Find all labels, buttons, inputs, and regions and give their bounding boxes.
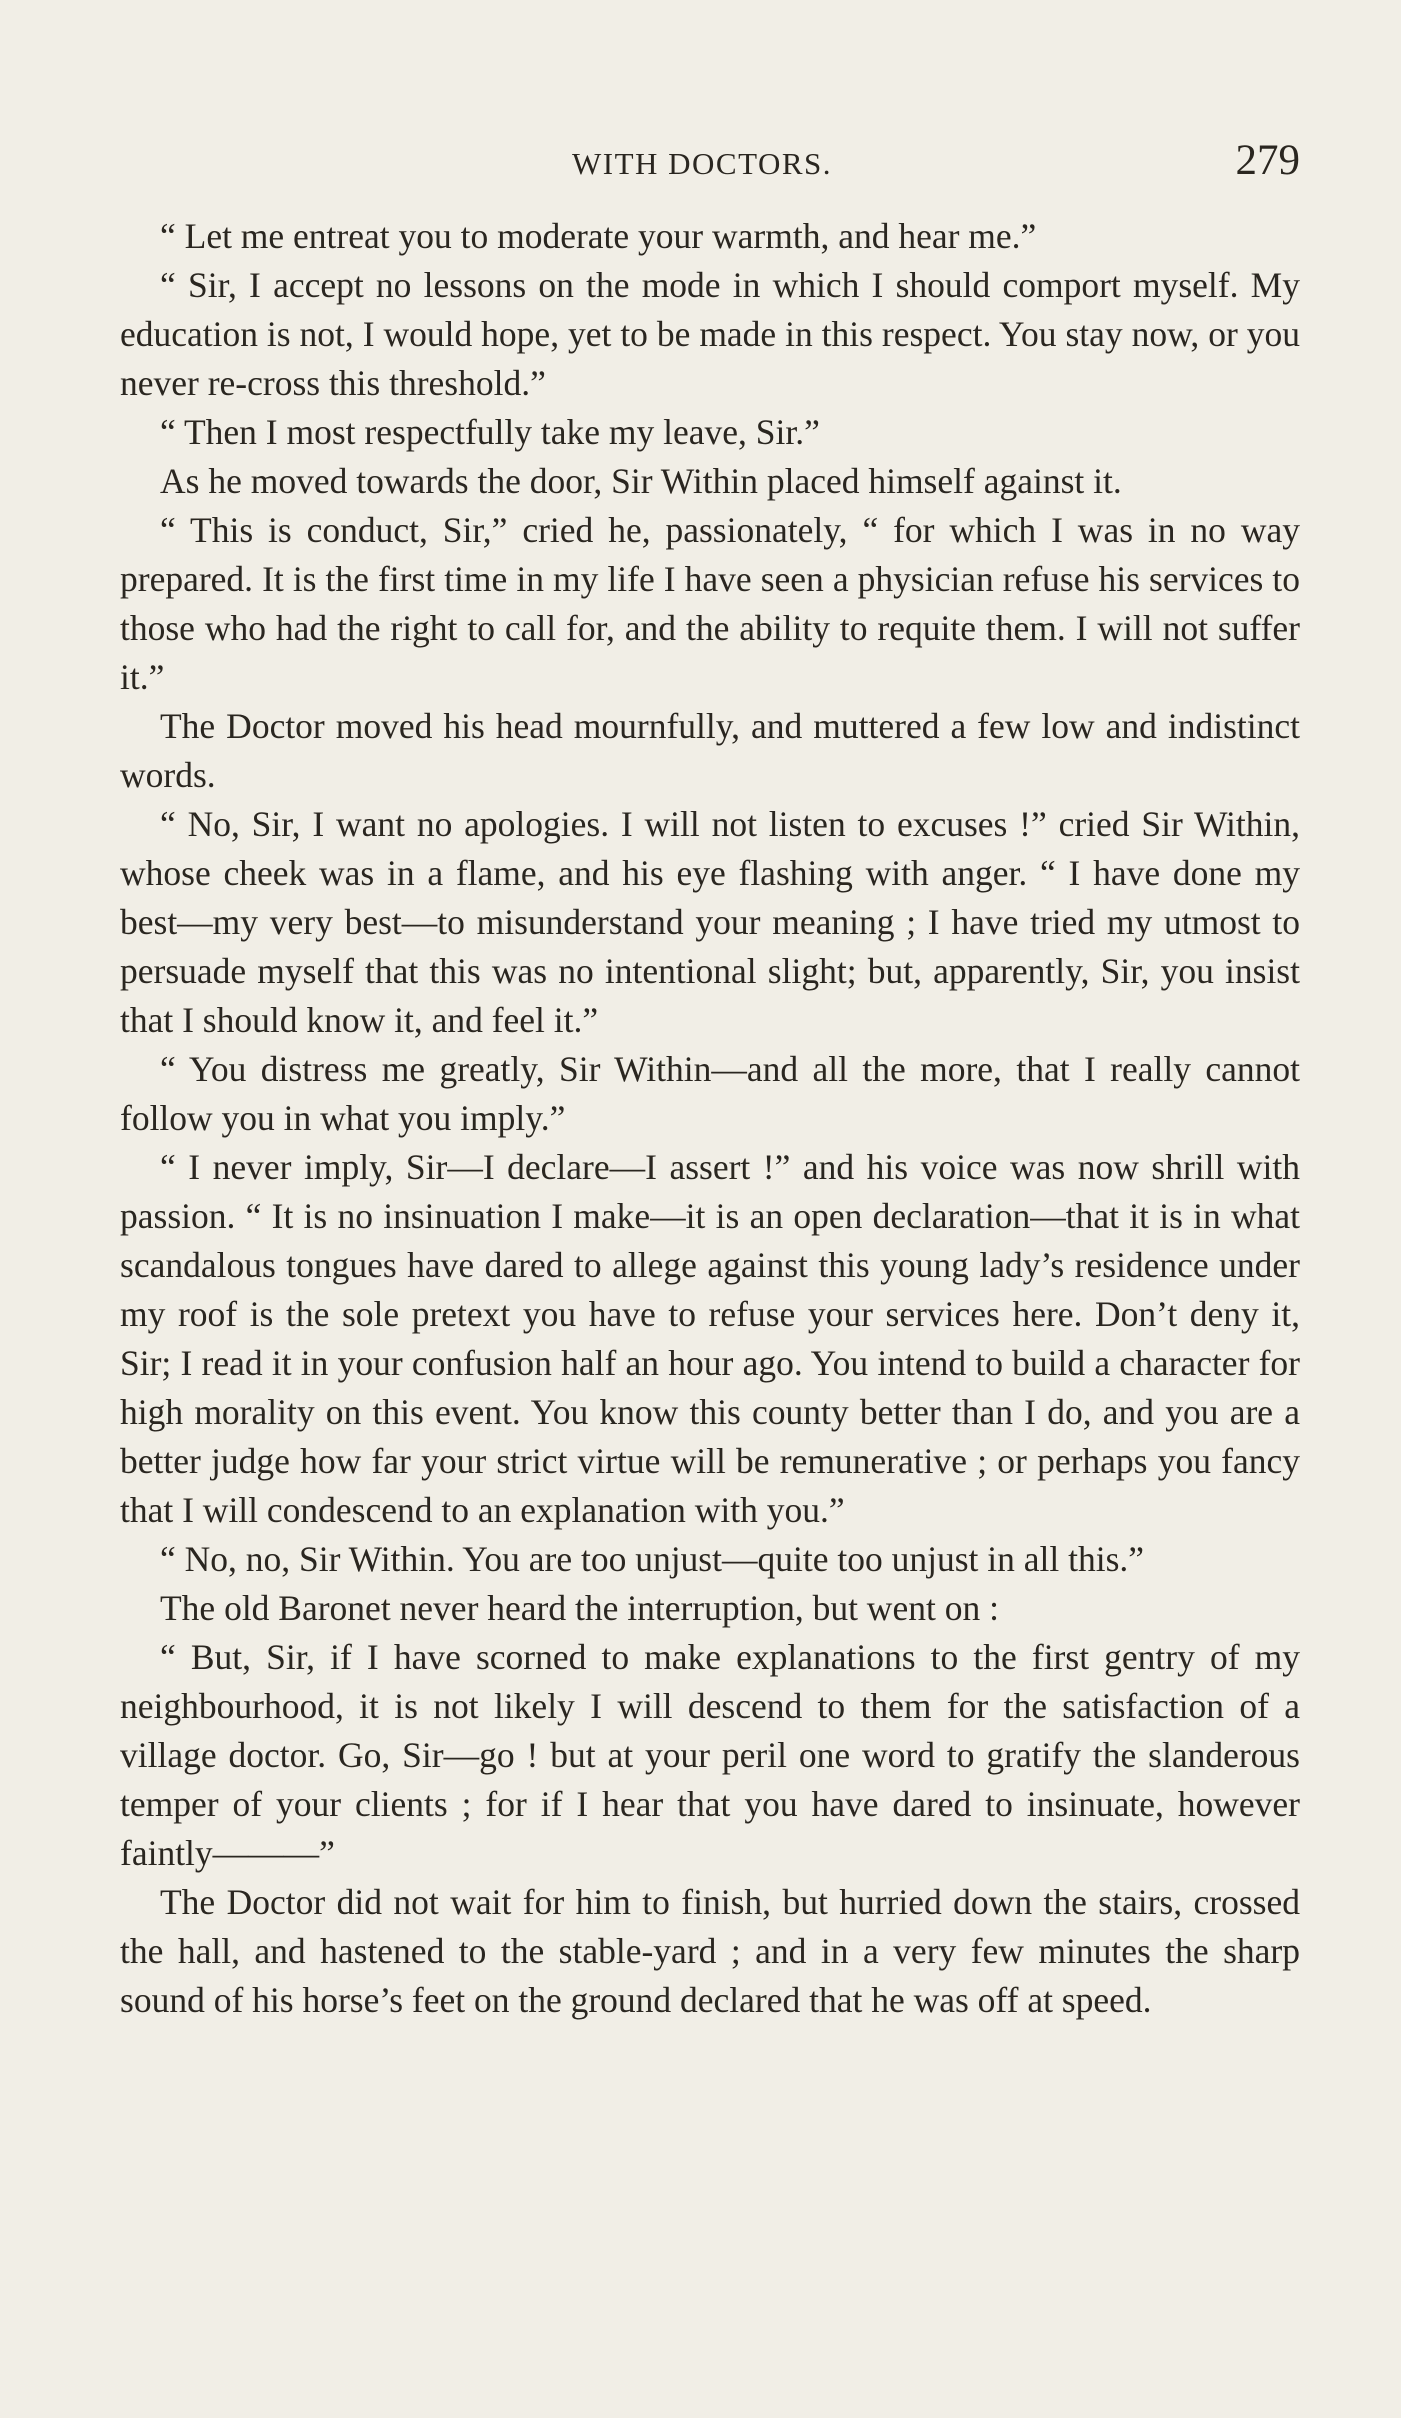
paragraph: “ Then I most respectfully take my leave, Sir.” xyxy=(160,412,820,452)
paragraph: “ Sir, I accept no lessons on the mode in which I should comport myself. My education is not, I would hope, yet to be made in this respect. You stay now, or you never re-cross this threshold.” xyxy=(120,265,1300,403)
paragraph: “ But, Sir, if I have scorned to make explanations to the first gentry of my neighbourhood, it is not likely I will descend to them for the satisfaction of a village doctor. Go, Sir—go ! but at your peril one word to gratify the slanderous temper of your clients ; for if I hear that you have dared to insinuate, however faintly———” xyxy=(120,1637,1300,1873)
body-text xyxy=(120,212,1300,2025)
page-number: 279 xyxy=(1235,137,1300,184)
chapter-title: WITH DOCTORS. xyxy=(572,146,833,181)
paragraph: “ Let me entreat you to moderate your warmth, and hear me.” xyxy=(160,216,1037,256)
paragraph: “ No, Sir, I want no apologies. I will not listen to excuses !” cried Sir Within, whose cheek was in a flame, and his eye flashing with anger. “ I have done my best—my very best—to misunderstand your meaning ; I have tried my utmost to persuade myself that this was no intentional slight; but, apparently, Sir, you insist that I should know it, and feel it.” xyxy=(120,804,1300,1040)
paragraph: “ No, no, Sir Within. You are too unjust—quite too unjust in all this.” xyxy=(160,1539,1145,1579)
paragraph: The Doctor did not wait for him to finish, but hurried down the stairs, crossed the hall, and hastened to the stable-yard ; and in a very few minutes the sharp sound of his horse’s feet on the ground declared that he was off at speed. xyxy=(120,1882,1300,2020)
paragraph: “ You distress me greatly, Sir Within—and all the more, that I really cannot follow you in what you imply.” xyxy=(120,1049,1300,1138)
paragraph: The Doctor moved his head mournfully, and muttered a few low and indistinct words. xyxy=(120,706,1300,795)
paragraph: As he moved towards the door, Sir Within placed himself against it. xyxy=(160,461,1122,501)
paragraph: “ I never imply, Sir—I declare—I assert !” and his voice was now shrill with passion. “ It is no insinuation I make—it is an open declaration—that it is in what scandalous tongues have dared to allege against this young lady’s residence under my roof is the sole pretext you have to refuse your services here. Don’t deny it, Sir; I read it in your confusion half an hour ago. You intend to build a character for high morality on this event. You know this county better than I do, and you are a better judge how far your strict virtue will be remunerative ; or perhaps you fancy that I will condescend to an explanation with you.” xyxy=(120,1147,1300,1530)
running-head xyxy=(120,136,1300,196)
paragraph: “ This is conduct, Sir,” cried he, passionately, “ for which I was in no way prepared. It is the first time in my life I have seen a physician refuse his services to those who had the right to call for, and the ability to requite them. I will not suffer it.” xyxy=(120,510,1300,697)
paragraph: The old Baronet never heard the interruption, but went on : xyxy=(160,1588,999,1628)
